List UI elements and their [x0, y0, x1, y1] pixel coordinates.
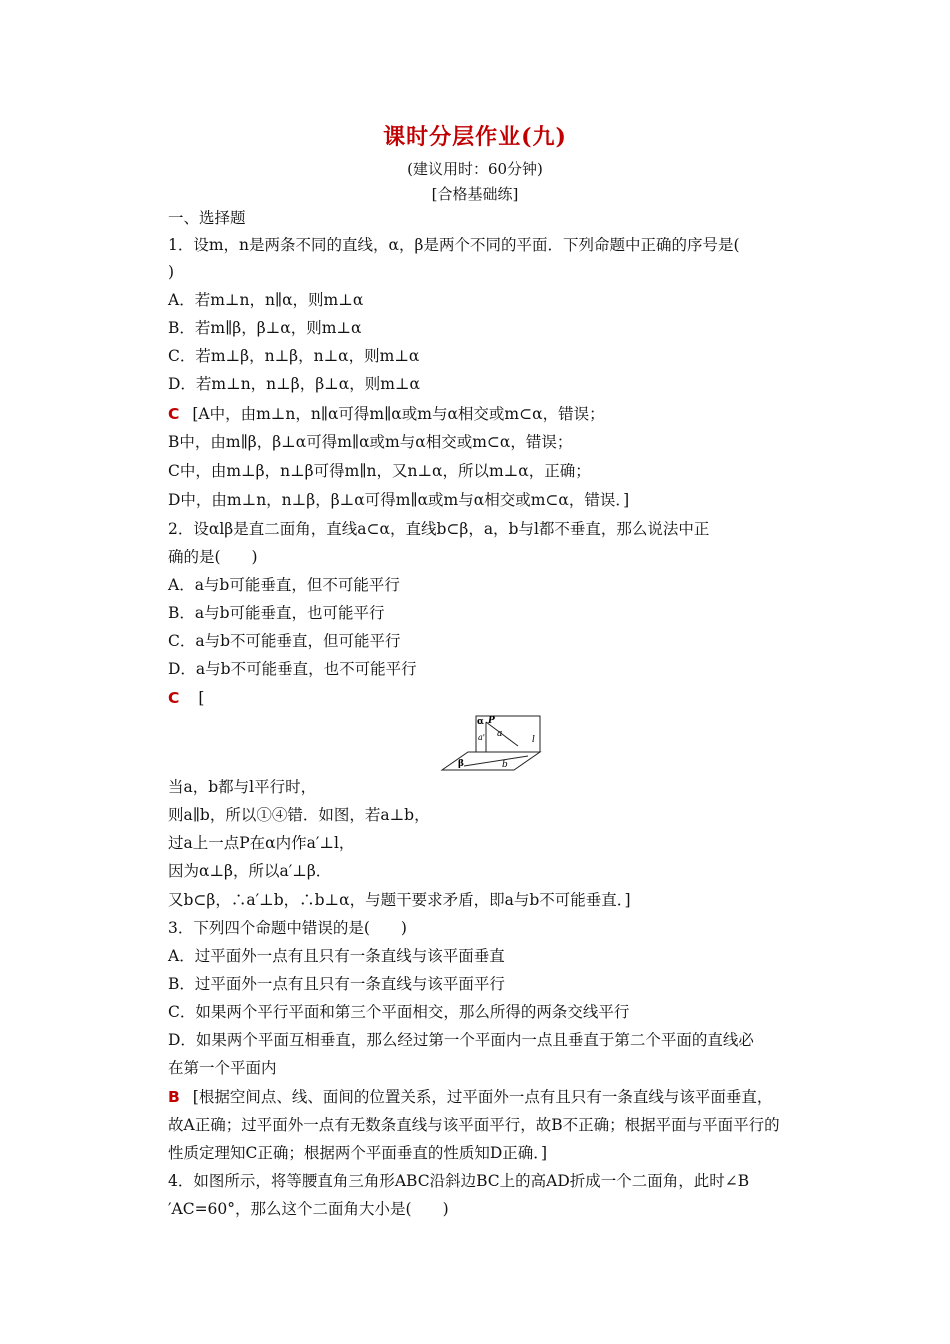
q1-option-b: B．若m∥β，β⊥α，则m⊥α [168, 319, 362, 337]
label-beta: β [458, 759, 464, 769]
label-a-prime: a' [478, 733, 485, 742]
q2-explanation-1: 当a，b都与l平行时， [168, 778, 317, 796]
q2-stem-line2: 确的是( ) [168, 548, 258, 566]
q1-explanation-2: B中，由m∥β，β⊥α可得m∥α或m与α相交或m⊂α，错误； [168, 433, 573, 451]
q1-answer-line [168, 404, 605, 424]
q1-explanation-4: D中，由m⊥n，n⊥β，β⊥α可得m∥α或m与α相交或m⊂α，错误．] [168, 491, 630, 509]
dihedral-angle-figure [440, 712, 544, 772]
q3-answer-line [168, 1087, 772, 1107]
q2-option-b: B．a与b可能垂直，也可能平行 [168, 604, 385, 622]
q1-explanation-3: C中，由m⊥β，n⊥β可得m∥n，又n⊥α，所以m⊥α，正确； [168, 462, 591, 480]
q3-option-b: B．过平面外一点有且只有一条直线与该平面平行 [168, 975, 505, 993]
q2-bracket: [ [198, 689, 205, 707]
suggested-time: (建议用时：60分钟) [407, 160, 543, 178]
q4-stem-line2: ′AC=60°，那么这个二面角大小是( ) [168, 1200, 449, 1218]
q2-stem-line1: 2．设αlβ是直二面角，直线a⊂α，直线b⊂β，a，b与l都不垂直，那么说法中正 [168, 520, 710, 538]
q2-option-a: A．a与b可能垂直，但不可能平行 [168, 576, 400, 594]
q3-stem: 3．下列四个命题中错误的是( ) [168, 919, 407, 937]
q2-option-d: D．a与b不可能垂直，也不可能平行 [168, 660, 417, 678]
section-heading: 一、选择题 [168, 209, 246, 227]
q2-answer-line [168, 688, 204, 708]
q3-option-a: A．过平面外一点有且只有一条直线与该平面垂直 [168, 947, 505, 965]
q4-stem-line1: 4．如图所示，将等腰直角三角形ABC沿斜边BC上的高AD折成一个二面角，此时∠B [168, 1172, 750, 1190]
label-p: P [488, 716, 495, 726]
plane-beta-outline [442, 752, 540, 770]
q2-explanation-3: 过a上一点P在α内作a′⊥l， [168, 834, 355, 852]
q2-explanation-5: 又b⊂β，∴a′⊥b，∴b⊥α，与题干要求矛盾，即a与b不可能垂直．] [168, 891, 631, 909]
q1-explanation-1: [A中，由m⊥n，n∥α可得m∥α或m与α相交或m⊂α，错误； [192, 405, 605, 423]
q2-explanation-2: 则a∥b，所以①④错．如图，若a⊥b， [168, 806, 430, 824]
q1-stem-line1: 1．设m，n是两条不同的直线，α，β是两个不同的平面．下列命题中正确的序号是( [168, 236, 740, 254]
label-alpha: α [477, 717, 484, 727]
q1-option-d: D．若m⊥n，n⊥β，β⊥α，则m⊥α [168, 375, 420, 393]
q1-option-a: A．若m⊥n，n∥α，则m⊥α [168, 291, 364, 309]
label-l: l [532, 735, 535, 745]
q3-explanation-3: 性质定理知C正确；根据两个平面垂直的性质知D正确．] [168, 1144, 548, 1162]
q2-option-c: C．a与b不可能垂直，但可能平行 [168, 632, 401, 650]
q3-option-d-line1: D．如果两个平面互相垂直，那么经过第一个平面内一点且垂直于第二个平面的直线必 [168, 1031, 754, 1049]
q3-option-c: C．如果两个平行平面和第三个平面相交，那么所得的两条交线平行 [168, 1003, 630, 1021]
q2-explanation-4: 因为α⊥β，所以a′⊥β． [168, 862, 332, 880]
q2-answer: C [168, 689, 180, 707]
line-b [464, 756, 528, 766]
q1-answer: C [168, 405, 180, 423]
label-a: a [497, 729, 503, 739]
q1-stem-line2: ) [168, 263, 175, 281]
q1-option-c: C．若m⊥β，n⊥β，n⊥α，则m⊥α [168, 347, 420, 365]
q3-option-d-line2: 在第一个平面内 [168, 1059, 277, 1077]
label-b: b [502, 760, 508, 770]
q3-explanation-2: 故A正确；过平面外一点有无数条直线与该平面平行，故B不正确；根据平面与平面平行的 [168, 1116, 780, 1134]
page-title: 课时分层作业(九) [383, 124, 567, 150]
q3-explanation-1: [根据空间点、线、面间的位置关系，过平面外一点有且只有一条直线与该平面垂直， [192, 1088, 773, 1106]
q3-answer: B [168, 1088, 180, 1106]
level-heading: [合格基础练] [431, 185, 519, 203]
